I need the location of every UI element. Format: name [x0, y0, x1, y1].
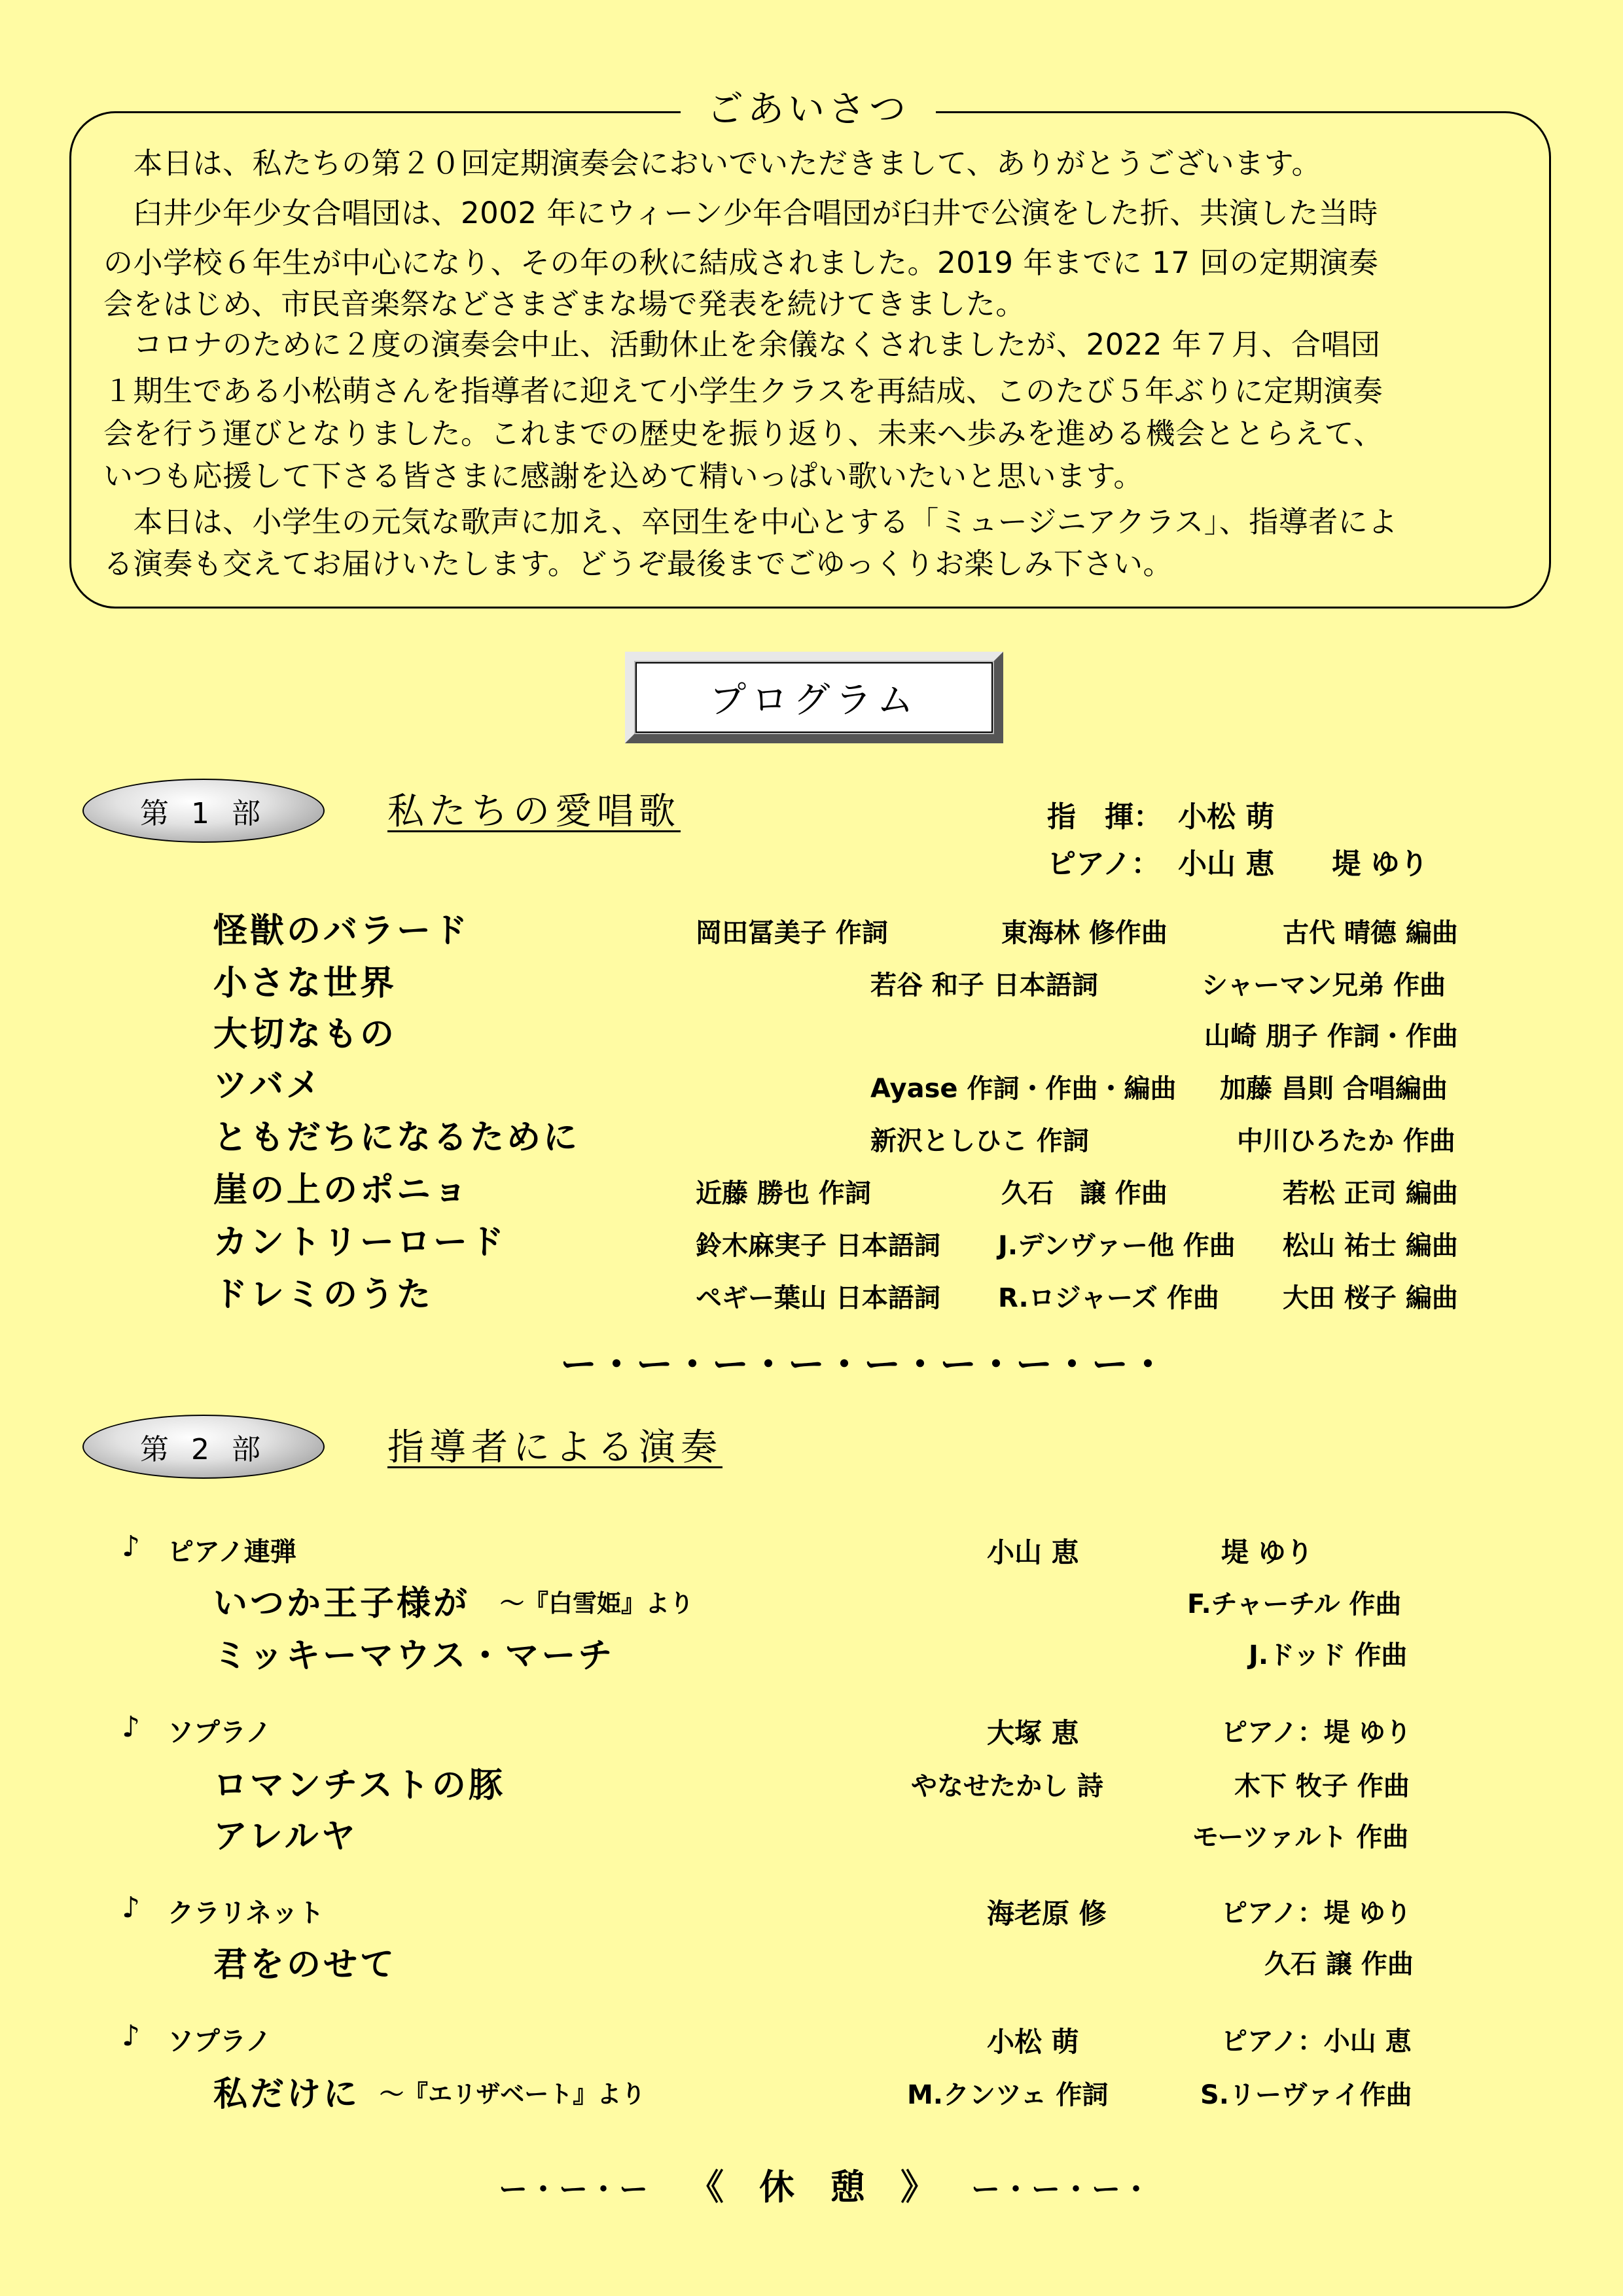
part2-title: 指導者による演奏 — [387, 1426, 722, 1469]
part2-song-title: ロマンチストの豚 — [213, 1766, 505, 1805]
part1-song-title: 怪獣のバラード — [213, 911, 471, 951]
part1-conductor: 小松 萌 — [1178, 800, 1275, 834]
part1-song-lyricist: 若谷 和子 日本語詞 — [870, 970, 1098, 1000]
part2-accompanist: ピアノ：小山 恵 — [1221, 2026, 1412, 2057]
part1-song-composer: R.ロジャーズ 作曲 — [998, 1283, 1219, 1313]
part2-song-title: いつか王子様が — [213, 1584, 471, 1623]
part1-song-composer: Ayase 作詞・作曲・編曲 — [870, 1074, 1177, 1104]
part2-song-title: ミッキーマウス・マーチ — [213, 1636, 615, 1676]
part2-song-title: アレルヤ — [213, 1817, 358, 1856]
part1-song-composer: 中川ひろたか 作曲 — [1237, 1126, 1455, 1156]
part1-song-title: 小さな世界 — [213, 964, 397, 1003]
part1-song-arranger: 若松 正司 編曲 — [1283, 1178, 1458, 1209]
program-title-box — [625, 652, 1003, 743]
greeting-line: コロナのために２度の演奏会中止、活動休止を余儀なくされましたが、2022 年７月、合唱団 — [103, 327, 1381, 362]
part2-performer: 小松 萌 — [987, 2026, 1079, 2058]
part1-song-lyricist: ペギー葉山 日本語詞 — [696, 1283, 940, 1313]
part2-performer: 海老原 修 — [987, 1898, 1107, 1930]
part1-title: 私たちの愛唱歌 — [387, 790, 681, 833]
program-title: プログラム — [635, 662, 993, 733]
part1-song-title: ともだちになるために — [213, 1118, 580, 1157]
part1-song-title: 大切なもの — [213, 1015, 397, 1054]
music-note-icon: ♪ — [122, 1530, 141, 1563]
part1-song-title: ドレミのうた — [213, 1275, 434, 1315]
greeting-line: 臼井少年少女合唱団は、2002 年にウィーン少年合唱団が臼井で公演をした折、共演した当時 — [103, 196, 1378, 230]
part1-piano: 小山 恵 堤 ゆり — [1178, 847, 1429, 881]
part1-song-composer: 東海林 修作曲 — [1001, 918, 1168, 948]
part2-category: ピアノ連弾 — [168, 1537, 296, 1567]
part1-piano-label: ピアノ： — [1047, 847, 1160, 881]
part1-song-composer: J.デンヴァー他 作曲 — [998, 1231, 1236, 1261]
part1-song-title: カントリーロード — [213, 1223, 507, 1262]
part1-song-lyricist: 岡田冨美子 作詞 — [696, 918, 888, 948]
part2-category: ソプラノ — [168, 1718, 272, 1748]
part1-song-lyricist: 近藤 勝也 作詞 — [696, 1178, 871, 1209]
greeting-line: る演奏も交えてお届けいたします。どうぞ最後までごゆっくりお楽しみ下さい。 — [103, 546, 1173, 581]
part2-performer: 大塚 恵 — [987, 1717, 1079, 1749]
greeting-line: 会をはじめ、市民音楽祭などさまざまな場で発表を続けてきました。 — [103, 287, 1026, 321]
part1-song-arranger: 大田 桜子 編曲 — [1283, 1283, 1458, 1313]
greeting-line: 会を行う運びとなりました。これまでの歴史を振り返り、未来へ歩みを進める機会ととらえて、 — [103, 416, 1383, 451]
greeting-line: いつも応援して下さる皆さまに感謝を込めて精いっぱい歌いたいと思います。 — [103, 459, 1143, 493]
part2-song-composer: モーツァルト 作曲 — [1192, 1822, 1409, 1852]
part1-song-composer: 山崎 朋子 作詞・作曲 — [1204, 1021, 1458, 1051]
part2-song-lyricist: M.クンツェ 作詞 — [907, 2080, 1109, 2110]
part2-song-composer: 木下 牧子 作曲 — [1234, 1771, 1410, 1801]
intermission-left-dashes: ー・ー・ー — [499, 2173, 649, 2206]
part2-category: クラリネット — [168, 1898, 325, 1928]
part2-song-composer: S.リーヴァイ作曲 — [1200, 2080, 1412, 2110]
part2-performer: 小山 恵 — [987, 1536, 1079, 1568]
part2-accompanist: ピアノ：堤 ゆり — [1221, 1718, 1412, 1748]
greeting-line: の小学校６年生が中心になり、その年の秋に結成されました。2019 年までに 17 回の定期演奏 — [103, 245, 1379, 280]
part2-category: ソプラノ — [168, 2026, 272, 2057]
part2-accompanist: ピアノ：堤 ゆり — [1221, 1898, 1412, 1928]
part2-accompanist: 堤 ゆり — [1221, 1536, 1313, 1568]
part2-song-composer: F.チャーチル 作曲 — [1187, 1589, 1402, 1619]
part1-pill: 第 1 部 — [82, 779, 325, 843]
greeting-line: 本日は、私たちの第２０回定期演奏会においでいただきまして、ありがとうございます。 — [103, 146, 1322, 181]
part1-song-lyricist: 新沢としひこ 作詞 — [870, 1126, 1089, 1156]
part1-song-lyricist: 鈴木麻実子 日本語詞 — [696, 1231, 940, 1261]
greeting-line: １期生である小松萌さんを指導者に迎えて小学生クラスを再結成、このたび５年ぶりに定期演奏 — [103, 374, 1383, 408]
intermission-label: 《 休 憩 》 — [688, 2166, 936, 2208]
music-note-icon: ♪ — [122, 1710, 141, 1744]
part1-song-title: 崖の上のポニョ — [213, 1171, 471, 1210]
part1-song-composer: 久石 譲 作曲 — [1001, 1178, 1168, 1209]
part1-separator: ー・ー・ー・ー・ー・ー・ー・ー・ — [560, 1344, 1168, 1386]
part1-song-composer: シャーマン兄弟 作曲 — [1202, 970, 1446, 1000]
part1-song-title: ツバメ — [213, 1066, 323, 1105]
part1-song-arranger: 古代 晴德 編曲 — [1283, 918, 1458, 948]
part2-song-subtitle: ～『エリザベート』より — [380, 2080, 646, 2108]
part2-song-title: 私だけに — [213, 2075, 361, 2114]
part2-song-composer: 久石 譲 作曲 — [1264, 1949, 1414, 1979]
greeting-line: 本日は、小学生の元気な歌声に加え、卒団生を中心とする「ミュージニアクラス」、指導者によ — [103, 504, 1398, 539]
music-note-icon: ♪ — [122, 1891, 141, 1924]
music-note-icon: ♪ — [122, 2019, 141, 2053]
part2-song-title: 君をのせて — [213, 1945, 397, 1985]
intermission-right-dashes: ー・ー・ー・ — [971, 2173, 1152, 2206]
part2-song-lyricist: やなせたかし 詩 — [911, 1771, 1103, 1801]
part1-song-arranger: 松山 祐士 編曲 — [1283, 1231, 1458, 1261]
greeting-title: ごあいさつ — [681, 84, 936, 136]
part1-conductor-label: 指 揮： — [1047, 800, 1162, 834]
part2-song-subtitle: ～『白雪姫』より — [500, 1589, 694, 1617]
part2-pill: 第 2 部 — [82, 1415, 325, 1479]
part1-song-arranger: 加藤 昌則 合唱編曲 — [1220, 1074, 1448, 1104]
part2-song-composer: J.ドッド 作曲 — [1249, 1640, 1408, 1670]
